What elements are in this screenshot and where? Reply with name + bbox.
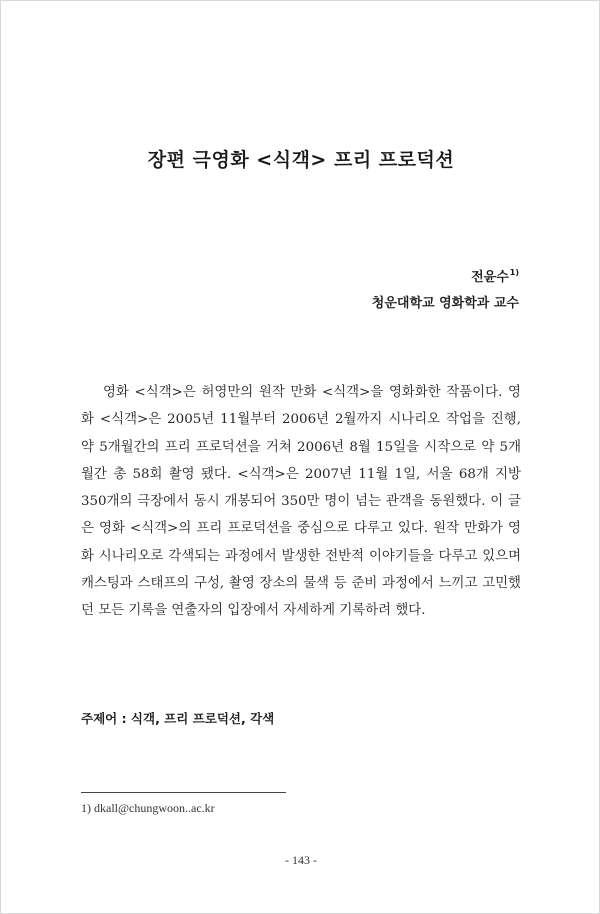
author-name [471,266,519,285]
footnote-marker: 1) [509,268,519,277]
author-affiliation: 청운대학교 영화학과 교수 [371,296,519,311]
abstract-paragraph: 영화 <식객>은 허영만의 원작 만화 <식객>을 영화화한 작품이다. 영화 <식객>은 2005년 11월부터 2006년 2월까지 시나리오 작업을 진행, 약 5개월간의 프리 프로덕션을 거쳐 2006년 8월 15일을 시작으로 약 5개월간 총 58회 촬영 됐다. <식객>은 2007년 11월 1일, 서울 68개 지방 350개의 극장에서 동시 개봉되어 350만 명이 넘는 관객을 동원했다. 이 글은 영화 <식객>의 프리 프로덕션을 중심으로 다루고 있다. 원작 만화가 영화 시나리오로 각색되는 과정에서 발생한 전반적 이야기들을 다루고 있으며 캐스팅과 스태프의 구성, 촬영 장소의 물색 등 준비 과정에서 느끼고 고민했던 모든 기록을 연출자의 입장에서 자세하게 기록하려 했다. [81,385,521,619]
paper-title: 장편 극영화 <식객> 프리 프로덕션 [147,149,455,171]
author-name-text: 전윤수 [471,270,509,285]
keywords-line: 주제어 : 식객, 프리 프로덕션, 각색 [81,711,275,726]
page-number: - 143 - [285,853,317,867]
footnote-divider [81,792,286,793]
footnote-email: 1) dkall@chungwoon..ac.kr [81,801,215,815]
